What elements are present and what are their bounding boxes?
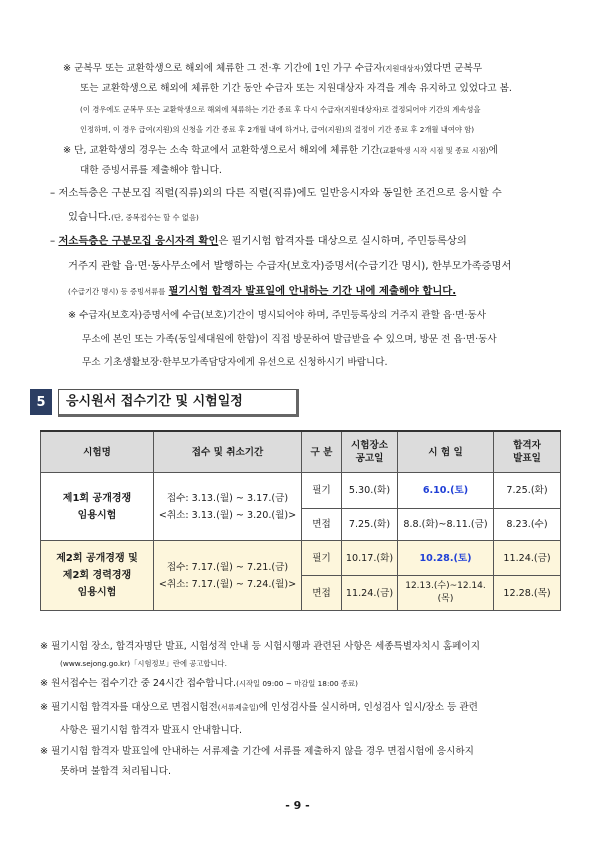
note-announcement-line1: ※ 필기시험 장소, 합격자명단 발표, 시험성적 안내 등 시험시행과 관련된 사항은 세종특별자치시 홈페이지 bbox=[40, 641, 480, 652]
note-certificate-line3: 무소 기초생활보장·한부모가족담당자에게 유선으로 신청하시기 바랍니다. bbox=[82, 357, 388, 368]
bullet-verification-line1: – 저소득층은 구분모집 응시자격 확인은 필기시험 합격자를 대상으로 실시하며, 주민등록상의 bbox=[50, 235, 467, 247]
header-exam-date: 시 험 일 bbox=[398, 431, 494, 473]
note-exchange-line2: 대한 증빙서류를 제출해야 합니다. bbox=[80, 165, 222, 176]
bullet-verification-line2: 거주지 관할 읍·면·동사무소에서 발행하는 수급자(보호자)증명서(수급기간 명시), 한부모가족증명서 bbox=[68, 260, 512, 272]
section-number: 5 bbox=[30, 389, 52, 415]
exam2-interview-type: 면접 bbox=[302, 576, 342, 611]
exam2-interview-date: 12.13.(수)~12.14.(목) bbox=[398, 576, 494, 611]
exam2-written-type: 필기 bbox=[302, 541, 342, 576]
note-military-line2: 또는 교환학생으로 해외에 체류한 기간 동안 수급자 또는 지원대상자 자격을 계속 유지하고 있었다고 봄. bbox=[80, 83, 512, 94]
note-personality-test-line2: 사항은 필기시험 합격자 발표시 안내합니다. bbox=[60, 725, 243, 736]
exam2-written-result: 11.24.(금) bbox=[494, 541, 561, 576]
note-exchange-line1: ※ 단, 교환학생의 경우는 소속 학교에서 교환학생으로서 해외에 체류한 기간(교환학생 시작 시점 및 종료 시점)에 bbox=[63, 145, 498, 156]
header-type: 구 분 bbox=[302, 431, 342, 473]
exam1-name: 제1회 공개경쟁 임용시험 bbox=[41, 473, 154, 541]
table-row bbox=[41, 541, 561, 576]
exam2-interview-result: 12.28.(목) bbox=[494, 576, 561, 611]
bullet-verification-line3: (수급기간 명시) 등 증빙서류를 필기시험 합격자 발표일에 안내하는 기간 내에 제출해야 합니다. bbox=[68, 285, 457, 297]
note-military-line1: ※ 군복무 또는 교환학생으로 해외에 체류한 그 전·후 기간에 1인 가구 수급자(지원대상자)였다면 군복무 bbox=[63, 63, 483, 74]
note-military-line3: (이 경우에도 군복무 또는 교환학생으로 해외에 체류하는 기간 종료 후 다시 수급자(지원대상자)로 결정되어야 기간의 계속성을 bbox=[80, 105, 481, 114]
section-title: 응시원서 접수기간 및 시험일정 bbox=[66, 394, 243, 409]
exam-schedule-table bbox=[40, 430, 561, 611]
exam2-interview-announce: 11.24.(금) bbox=[342, 576, 398, 611]
header-result: 합격자 발표일 bbox=[494, 431, 561, 473]
exam1-written-date: 6.10.(토) bbox=[398, 473, 494, 509]
note-announcement-line2: (www.sejong.go.kr)「시험정보」란에 공고합니다. bbox=[60, 659, 227, 668]
exam1-interview-date: 8.8.(화)~8.11.(금) bbox=[398, 509, 494, 541]
exam1-interview-type: 면접 bbox=[302, 509, 342, 541]
note-document-submission-line1: ※ 필기시험 합격자 발표일에 안내하는 서류제출 기간에 서류를 제출하지 않을 경우 면접시험에 응시하지 bbox=[40, 746, 474, 757]
bullet-low-income-line1: – 저소득층은 구분모집 직렬(직류)외의 다른 직렬(직류)에도 일반응시자와 동일한 조건으로 응시할 수 bbox=[50, 187, 502, 199]
note-certificate-line1: ※ 수급자(보호자)증명서에 수급(보호)기간이 명시되어야 하며, 주민등록상의 거주지 관할 읍·면·동사 bbox=[68, 310, 486, 321]
note-certificate-line2: 무소에 본인 또는 가족(동일세대원에 한함)이 직접 방문하여 발급받을 수 있으며, 방문 전 읍·면·동사 bbox=[82, 334, 497, 345]
exam2-name: 제2회 공개경쟁 및 제2회 경력경쟁 임용시험 bbox=[41, 541, 154, 611]
header-period: 접수 및 취소기간 bbox=[154, 431, 302, 473]
note-application-hours: ※ 원서접수는 접수기간 중 24시간 접수합니다.(시작일 09:00 ~ 마감일 18:00 종료) bbox=[40, 678, 358, 689]
page-number: - 9 - bbox=[285, 799, 310, 812]
header-exam-name: 시험명 bbox=[41, 431, 154, 473]
bullet-low-income-line2: 있습니다.(단, 중복접수는 할 수 없음) bbox=[68, 211, 199, 223]
exam1-period: 접수: 3.13.(월) ~ 3.17.(금) <취소: 3.13.(월) ~ 3.20.(월)> bbox=[154, 473, 302, 541]
exam1-interview-announce: 7.25.(화) bbox=[342, 509, 398, 541]
table-row bbox=[41, 473, 561, 509]
exam1-written-result: 7.25.(화) bbox=[494, 473, 561, 509]
exam1-interview-result: 8.23.(수) bbox=[494, 509, 561, 541]
exam2-period: 접수: 7.17.(월) ~ 7.21.(금) <취소: 7.17.(월) ~ 7.24.(월)> bbox=[154, 541, 302, 611]
header-announce: 시험장소 공고일 bbox=[342, 431, 398, 473]
exam2-written-announce: 10.17.(화) bbox=[342, 541, 398, 576]
exam2-written-date: 10.28.(토) bbox=[398, 541, 494, 576]
note-personality-test-line1: ※ 필기시험 합격자를 대상으로 면접시험전(서류제출일)에 인성검사를 실시하며, 인성검사 일시/장소 등 관련 bbox=[40, 702, 478, 713]
exam1-written-announce: 5.30.(화) bbox=[342, 473, 398, 509]
note-military-line4: 인정하며, 이 경우 급여(지원)의 신청을 기간 종료 후 2개월 내에 하거나, 급여(지원)의 결정이 기간 종료 후 2개월 내여야 함) bbox=[80, 125, 475, 134]
note-document-submission-line2: 못하며 불합격 처리됩니다. bbox=[60, 766, 172, 777]
exam1-written-type: 필기 bbox=[302, 473, 342, 509]
table-header-row bbox=[41, 431, 561, 473]
